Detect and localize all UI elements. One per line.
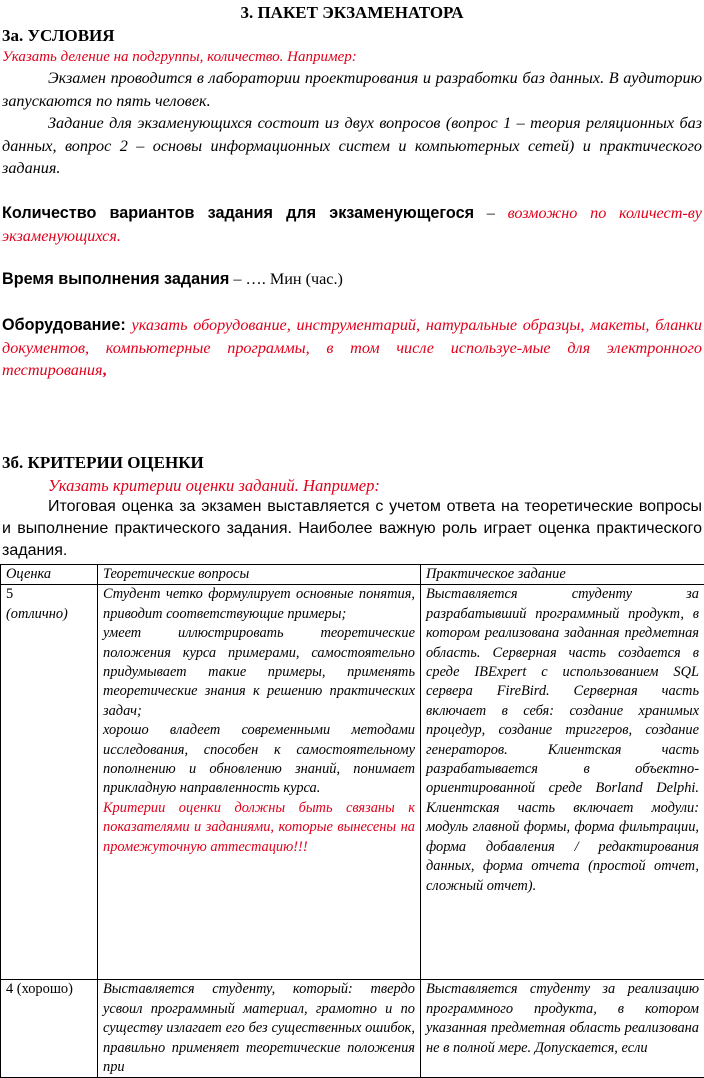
- time-label: Время выполнения задания: [2, 270, 229, 288]
- theory-text-2: умеет иллюстрировать теоретические положения курса примерами, самостоятельно придумывает такие примеры, применять теоретические знания к решению практических задач;: [103, 624, 415, 721]
- equipment-value: указать оборудование, инструментарий, натуральные образцы, макеты, бланки документов, компьютерные программы, в том числе используе-мые для электронного тестирования: [2, 316, 702, 379]
- grade-word: (отлично): [6, 605, 92, 624]
- table-row: [1, 980, 704, 1078]
- variants-dash: –: [474, 204, 508, 222]
- grade-cell: [1, 585, 98, 980]
- page-title: 3. ПАКЕТ ЭКЗАМЕНАТОРА: [0, 2, 704, 24]
- equipment-line: [2, 314, 702, 382]
- table-row: [1, 585, 704, 980]
- variants-label: Количество вариантов задания для экзаменующегося: [2, 204, 474, 222]
- section-b-heading: 3б. КРИТЕРИИ ОЦЕНКИ: [2, 452, 204, 474]
- variants-value: возможно по количест-ву экзаменующихся.: [2, 204, 702, 245]
- section-a-instruction: Указать деление на подгруппы, количество. Например:: [2, 46, 702, 69]
- equipment-comma: ,: [102, 361, 106, 379]
- section-a-paragraph-1: Экзамен проводится в лаборатории проектирования и разработки баз данных. В аудиторию запускаются по пять человек.: [2, 67, 702, 112]
- practice-cell: Выставляется студенту за реализацию программного продукта, в котором указанная предметная область реализована не в полной мере. Допускается, если: [421, 980, 704, 1078]
- theory-cell: Выставляется студенту, который: твердо усвоил программный материал, грамотно и по существу излагает его без существенных ошибок, правильно применяет теоретические положения при: [98, 980, 421, 1078]
- theory-text-1: Студент четко формулирует основные понятия, приводит соответствующие примеры;: [103, 585, 415, 624]
- column-header-grade: Оценка: [1, 565, 98, 585]
- theory-text-3: хорошо владеет современными методами исследования, способен к самостоятельному пополнению и обновлению знаний, понимает прикладную направленность курса.: [103, 721, 415, 799]
- column-header-practice: Практическое задание: [421, 565, 704, 585]
- column-header-theory: Теоретические вопросы: [98, 565, 421, 585]
- time-line: [2, 268, 702, 291]
- time-value: – …. Мин (час.): [229, 270, 343, 288]
- section-b-paragraph: Итоговая оценка за экзамен выставляется с учетом ответа на теоретические вопросы и выполнение практического задания. Наиболее важную роль играет оценка практического задания.: [2, 496, 702, 562]
- theory-cell: [98, 585, 421, 980]
- theory-note: Критерии оценки должны быть связаны к показателями и заданиями, которые вынесены на промежуточную аттестацию!!!: [103, 799, 415, 857]
- section-a-paragraph-2: Задание для экзаменующихся состоит из двух вопросов (вопрос 1 – теория реляционных баз данных, вопрос 2 – основы информационных систем и компьютерных сетей) и практического задания.: [2, 112, 702, 180]
- grade-cell: [1, 980, 98, 1078]
- practice-cell: Выставляется студенту за разрабатывший программный продукт, в котором реализована заданная предметная область. Серверная часть создается в среде IBExpert с использованием SQL сервера FireBird. Серверная часть включает в себя: создание хранимых процедур, создание триггеров, создание генераторов. Клиентская часть разрабатывается в объектно-ориентированной среде Borland Delphi. Клиентская часть включает модули: модуль главной формы, форма фильтрации, форма добавления / редактирования данных, форма отчета (простой отчет, сложный отчет).: [421, 585, 704, 980]
- section-b-instruction: Указать критерии оценки заданий. Например:: [2, 475, 702, 498]
- variants-line: [2, 202, 702, 247]
- section-a-heading: 3а. УСЛОВИЯ: [2, 25, 115, 47]
- equipment-label: Оборудование:: [2, 316, 126, 334]
- criteria-table: [0, 564, 704, 1078]
- table-header-row: [1, 565, 704, 585]
- grade-number: 5: [6, 585, 92, 604]
- grade-text: 4 (хорошо): [6, 981, 73, 997]
